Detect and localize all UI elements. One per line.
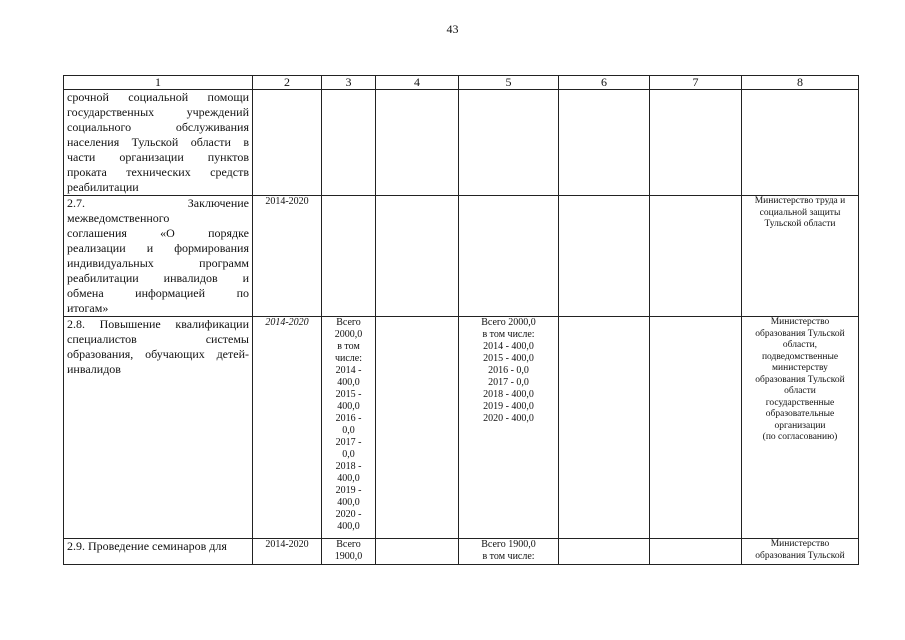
cell-text-line: 2014 - 400,0	[483, 341, 534, 352]
cell-col-7	[650, 90, 742, 196]
cell-text-line: 0,0	[342, 425, 355, 436]
table-row	[64, 539, 859, 565]
cell-text-line: (по согласованию)	[762, 432, 838, 442]
funding-regional-cell	[459, 317, 559, 539]
column-header-1: 1	[64, 76, 253, 90]
cell-text-line: социальной защиты	[759, 207, 841, 218]
cell-text-line: в том числе:	[482, 329, 535, 340]
cell-text-line: Министерство труда и	[754, 196, 846, 206]
page-number: 43	[446, 22, 459, 36]
cell-col-6	[559, 317, 650, 539]
cell-text-line: соглашения «О порядке	[67, 226, 249, 240]
period-cell	[253, 539, 322, 565]
column-header-5: 5	[459, 76, 559, 90]
cell-text-line: специалистов системы	[67, 332, 249, 346]
cell-text-line: Всего	[336, 539, 361, 550]
cell-text-line: 2020 - 400,0	[483, 413, 534, 424]
cell-text-line: 400,0	[337, 497, 360, 508]
measure-cell	[64, 539, 253, 565]
cell-col-6	[559, 539, 650, 565]
cell-col-4	[376, 196, 459, 317]
cell-col-7	[650, 317, 742, 539]
cell-col-4	[376, 317, 459, 539]
cell-text-line: 2019 - 400,0	[483, 401, 534, 412]
cell-col-4	[376, 90, 459, 196]
cell-col-4	[376, 539, 459, 565]
funding-total-cell	[322, 539, 376, 565]
period-cell	[253, 196, 322, 317]
funding-total-cell	[322, 196, 376, 317]
period-cell	[253, 90, 322, 196]
cell-text-line: 2017 -	[335, 437, 362, 448]
cell-text-line: Тульской области	[764, 219, 836, 229]
cell-text-line: 2018 - 400,0	[483, 389, 534, 400]
cell-text-line: образования Тульской	[755, 374, 845, 385]
cell-text-line: 0,0	[342, 449, 355, 460]
cell-text-line: обмена информацией по	[67, 286, 249, 300]
cell-text-line: 400,0	[337, 521, 360, 532]
column-header-8: 8	[742, 76, 859, 90]
cell-text-line: населения Тульской области в	[67, 135, 249, 149]
funding-regional-cell	[459, 539, 559, 565]
table-header-row	[64, 76, 859, 90]
cell-text-line: 2000,0	[334, 329, 363, 340]
cell-text-line: 2014-2020	[265, 539, 309, 550]
cell-text-line: социального обслуживания	[67, 120, 249, 134]
executor-cell	[742, 539, 859, 565]
cell-text-line: 2.8. Повышение квалификации	[67, 317, 249, 331]
cell-text-line: проката технических средств	[67, 165, 249, 179]
executor-cell	[742, 90, 859, 196]
cell-text-line: области	[784, 386, 816, 396]
cell-text-line: 400,0	[337, 377, 360, 388]
executor-cell	[742, 317, 859, 539]
cell-text-line: Министерство	[770, 539, 830, 549]
funding-total-cell	[322, 317, 376, 539]
cell-text-line: 400,0	[337, 401, 360, 412]
cell-text-line: 2019 -	[335, 485, 362, 496]
column-header-7: 7	[650, 76, 742, 90]
cell-text-line: государственных учреждений	[67, 105, 249, 119]
cell-text-line: 1900,0	[334, 551, 363, 562]
measure-cell	[64, 317, 253, 539]
cell-text-line: Всего 1900,0	[481, 539, 536, 550]
funding-total-cell	[322, 90, 376, 196]
cell-text-line: образования Тульской	[755, 550, 845, 561]
column-header-6: 6	[559, 76, 650, 90]
cell-text-line: индивидуальных программ	[67, 256, 249, 270]
cell-col-6	[559, 90, 650, 196]
cell-text-line: 2014-2020	[265, 196, 309, 207]
cell-text-line: образовательные	[765, 409, 835, 419]
cell-text-line: в том	[337, 341, 360, 352]
cell-text-line: 400,0	[337, 473, 360, 484]
column-header-3: 3	[322, 76, 376, 90]
cell-text-line: организации	[774, 420, 826, 431]
cell-text-line: межведомственного	[67, 211, 170, 225]
column-header-2: 2	[253, 76, 322, 90]
cell-text-line: министерству	[772, 363, 828, 373]
measure-cell	[64, 90, 253, 196]
cell-col-7	[650, 539, 742, 565]
cell-text-line: 2015 - 400,0	[483, 353, 534, 364]
column-header-4: 4	[376, 76, 459, 90]
cell-text-line: реабилитации	[67, 180, 139, 194]
cell-text-line: реализации и формирования	[67, 241, 249, 255]
cell-text-line: государственные	[765, 397, 835, 408]
table-row	[64, 90, 859, 196]
cell-text-line: числе:	[334, 353, 363, 364]
cell-text-line: срочной социальной помощи	[67, 90, 249, 104]
table-row	[64, 317, 859, 539]
cell-text-line: 2.7. Заключение	[67, 196, 249, 210]
funding-regional-cell	[459, 196, 559, 317]
cell-text-line: 2016 - 0,0	[488, 365, 529, 376]
cell-text-line: Министерство	[770, 317, 830, 327]
period-cell	[253, 317, 322, 539]
cell-text-line: 2014 -	[335, 365, 362, 376]
cell-text-line: реабилитации инвалидов и	[67, 271, 249, 285]
program-table	[63, 75, 859, 565]
cell-col-6	[559, 196, 650, 317]
cell-text-line: 2015 -	[335, 389, 362, 400]
cell-text-line: 2020 -	[335, 509, 362, 520]
funding-regional-cell	[459, 90, 559, 196]
table-row	[64, 196, 859, 317]
cell-text-line: 2017 - 0,0	[488, 377, 529, 388]
cell-text-line: Всего 2000,0	[481, 317, 536, 328]
cell-text-line: образования Тульской	[755, 328, 845, 339]
cell-text-line: части организации пунктов	[67, 150, 249, 164]
cell-text-line: образования, обучающих детей-	[67, 347, 249, 361]
cell-text-line: 2016 -	[335, 413, 362, 424]
measure-cell	[64, 196, 253, 317]
cell-col-7	[650, 196, 742, 317]
cell-text-line: инвалидов	[67, 362, 121, 376]
cell-text-line: 2.9. Проведение семинаров для	[67, 539, 227, 553]
cell-text-line: области,	[782, 340, 818, 350]
cell-text-line: в том числе:	[482, 551, 535, 562]
cell-text-line: 2018 -	[335, 461, 362, 472]
cell-text-line: 2014-2020	[265, 317, 309, 328]
cell-text-line: подведомственные	[761, 351, 839, 362]
executor-cell	[742, 196, 859, 317]
cell-text-line: Всего	[336, 317, 361, 328]
cell-text-line: итогам»	[67, 301, 109, 315]
